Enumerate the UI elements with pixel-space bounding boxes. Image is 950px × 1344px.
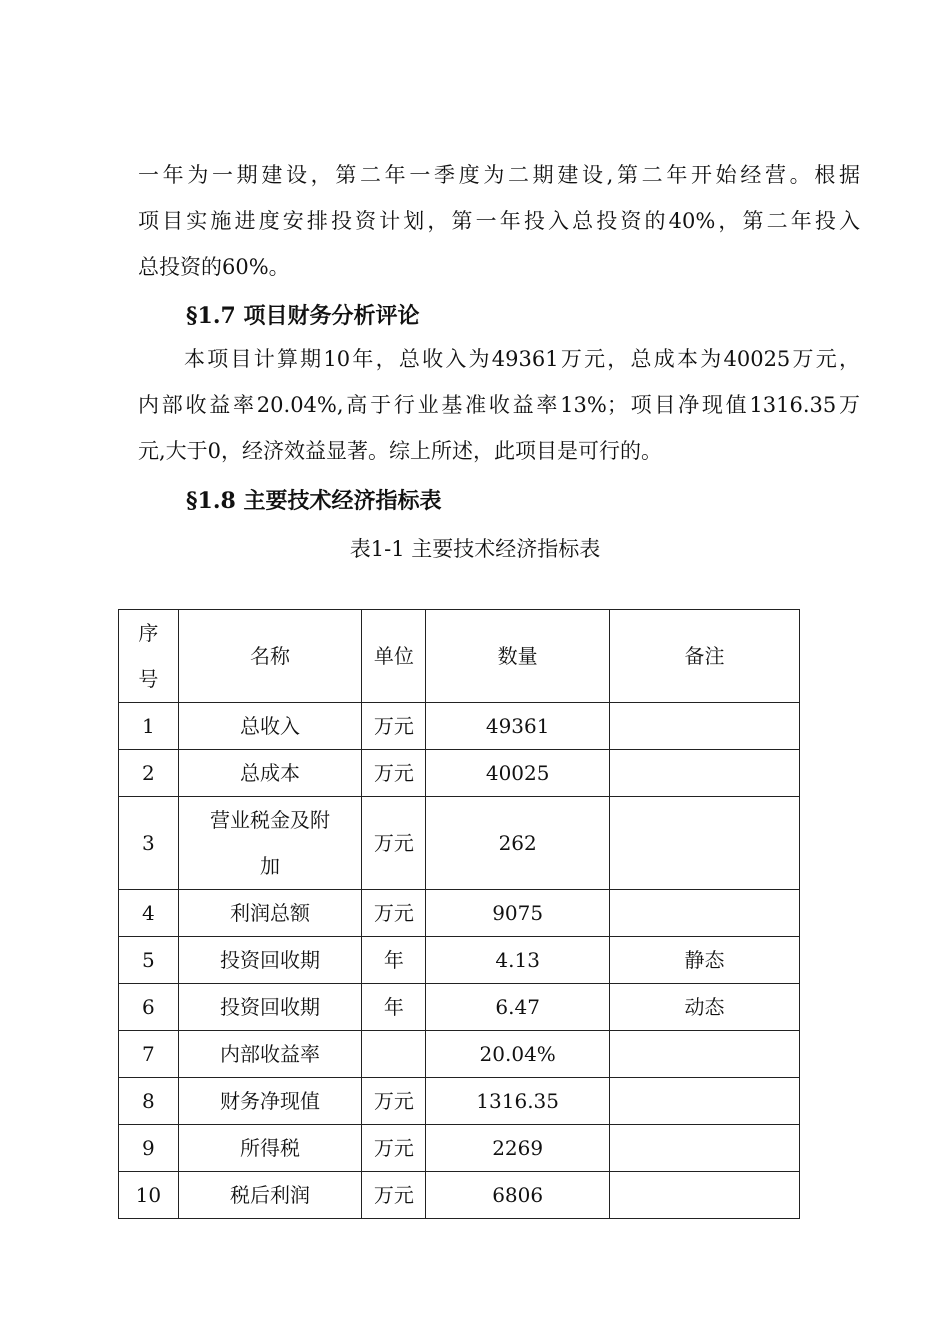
table-header-row [119, 610, 800, 703]
header-remark: 备注 [609, 610, 799, 703]
section-1-8-heading: §1.8 主要技术经济指标表 [186, 488, 442, 514]
cell-unit: 万元 [362, 1078, 426, 1125]
cell-remark [609, 797, 799, 890]
table-row [119, 1031, 800, 1078]
cell-name: 财务净现值 [178, 1078, 362, 1125]
header-index: 序号 [119, 610, 179, 703]
cell-quantity: 6.47 [426, 984, 610, 1031]
table-caption: 表1-1 主要技术经济指标表 [349, 537, 601, 561]
cell-remark [609, 750, 799, 797]
cell-name: 内部收益率 [178, 1031, 362, 1078]
cell-name: 投资回收期 [178, 984, 362, 1031]
cell-remark [609, 1078, 799, 1125]
cell-remark [609, 890, 799, 937]
cell-index: 4 [119, 890, 179, 937]
cell-remark [609, 1125, 799, 1172]
cell-unit: 万元 [362, 890, 426, 937]
cell-unit: 万元 [362, 1125, 426, 1172]
cell-index: 2 [119, 750, 179, 797]
cell-index: 3 [119, 797, 179, 890]
table-row [119, 937, 800, 984]
cell-index: 7 [119, 1031, 179, 1078]
cell-name: 营业税金及附加 [178, 797, 362, 890]
finance-line-1: 本项目计算期10年，总收入为49361万元，总成本为40025万元， [184, 347, 860, 371]
cell-index: 6 [119, 984, 179, 1031]
finance-line-2: 内部收益率20.04%,高于行业基准收益率13%；项目净现值1316.35万 [138, 393, 860, 417]
cell-unit: 万元 [362, 750, 426, 797]
cell-remark: 静态 [609, 937, 799, 984]
cell-remark [609, 1031, 799, 1078]
cell-unit: 万元 [362, 703, 426, 750]
indicators-table [118, 609, 800, 1219]
intro-line-2: 项目实施进度安排投资计划，第一年投入总投资的40%，第二年投入 [138, 209, 860, 233]
cell-quantity: 40025 [426, 750, 610, 797]
cell-remark [609, 1172, 799, 1219]
table-row [119, 890, 800, 937]
table-row [119, 797, 800, 890]
intro-line-3: 总投资的60%。 [138, 255, 290, 279]
finance-paragraph [138, 336, 860, 474]
cell-index: 10 [119, 1172, 179, 1219]
finance-line-3: 元,大于0，经济效益显著。综上所述，此项目是可行的。 [138, 439, 663, 463]
intro-paragraph [138, 152, 860, 290]
cell-name: 总成本 [178, 750, 362, 797]
header-unit: 单位 [362, 610, 426, 703]
cell-name: 税后利润 [178, 1172, 362, 1219]
cell-unit: 年 [362, 984, 426, 1031]
table-row [119, 1078, 800, 1125]
cell-remark: 动态 [609, 984, 799, 1031]
table-row [119, 984, 800, 1031]
cell-name: 投资回收期 [178, 937, 362, 984]
cell-remark [609, 703, 799, 750]
cell-index: 1 [119, 703, 179, 750]
cell-unit: 年 [362, 937, 426, 984]
cell-quantity: 2269 [426, 1125, 610, 1172]
cell-quantity: 20.04% [426, 1031, 610, 1078]
table-row [119, 1172, 800, 1219]
cell-index: 8 [119, 1078, 179, 1125]
cell-unit: 万元 [362, 797, 426, 890]
cell-quantity: 6806 [426, 1172, 610, 1219]
table-row [119, 703, 800, 750]
cell-quantity: 49361 [426, 703, 610, 750]
table-row [119, 1125, 800, 1172]
header-name: 名称 [178, 610, 362, 703]
cell-index: 5 [119, 937, 179, 984]
cell-unit: 万元 [362, 1172, 426, 1219]
cell-quantity: 9075 [426, 890, 610, 937]
cell-unit [362, 1031, 426, 1078]
header-quantity: 数量 [426, 610, 610, 703]
cell-name: 所得税 [178, 1125, 362, 1172]
cell-name: 利润总额 [178, 890, 362, 937]
cell-quantity: 1316.35 [426, 1078, 610, 1125]
cell-name: 总收入 [178, 703, 362, 750]
section-1-7-heading: §1.7 项目财务分析评论 [186, 303, 420, 329]
cell-quantity: 262 [426, 797, 610, 890]
intro-line-1: 一年为一期建设，第二年一季度为二期建设,第二年开始经营。根据 [138, 163, 860, 187]
cell-quantity: 4.13 [426, 937, 610, 984]
table-row [119, 750, 800, 797]
cell-index: 9 [119, 1125, 179, 1172]
